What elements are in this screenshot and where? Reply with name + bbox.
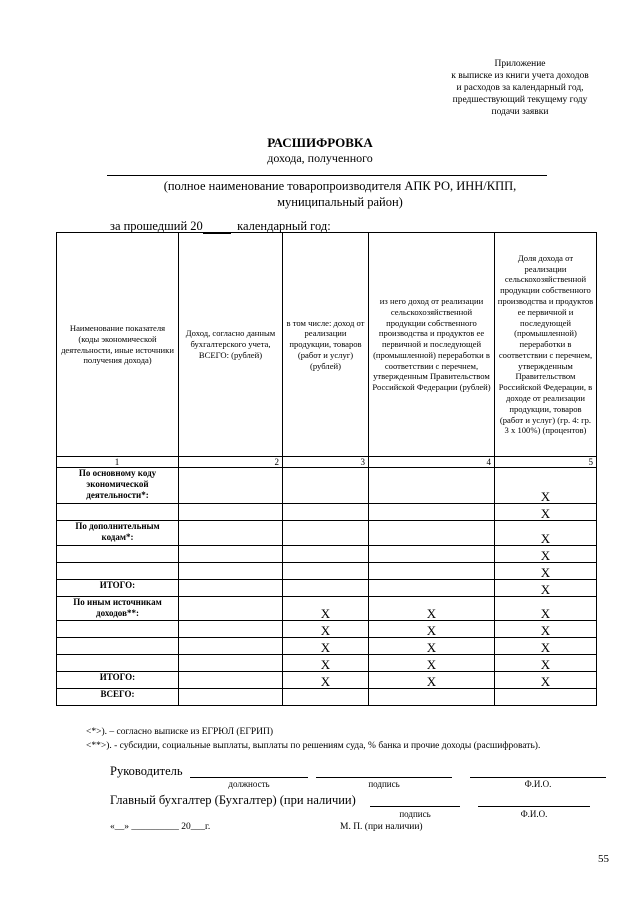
input-cell[interactable] (369, 563, 495, 580)
input-cell[interactable] (283, 521, 369, 546)
input-cell[interactable] (179, 638, 283, 655)
period-after: календарный год: (237, 219, 331, 233)
input-cell[interactable] (57, 638, 179, 655)
input-cell[interactable] (57, 563, 179, 580)
row-label-grand-total: ВСЕГО: (57, 689, 179, 706)
x-mark: X (369, 655, 495, 672)
footnote-2: <**>). - субсидии, социальные выплаты, выплаты по решениям суда, % банка и прочие доходы (расшифровать). (86, 741, 541, 751)
fio-caption: Ф.И.О. (520, 809, 548, 819)
accountant-label: Главный бухгалтер (Бухгалтер) (при наличии) (110, 793, 356, 807)
table-row (57, 504, 597, 521)
table-row (57, 597, 597, 621)
table-row (57, 621, 597, 638)
input-cell[interactable] (369, 504, 495, 521)
x-mark: X (495, 504, 597, 521)
header-cell: в том числе: доход от реализации продукции, товаров (работ и услуг) (рублей) (283, 233, 369, 457)
column-number: 4 (369, 457, 495, 468)
x-mark: X (369, 638, 495, 655)
input-cell[interactable] (179, 468, 283, 504)
row-label-additional: По дополнительным кодам*: (57, 521, 179, 546)
x-mark: X (495, 621, 597, 638)
input-cell[interactable] (57, 621, 179, 638)
appendix-line: к выписке из книги учета доходов (451, 71, 589, 81)
input-cell[interactable] (179, 504, 283, 521)
x-mark: X (283, 597, 369, 621)
row-label-other: По иным источникам доходов**: (57, 597, 179, 621)
table-row (57, 521, 597, 546)
page-number: 55 (598, 853, 609, 865)
x-mark: X (283, 655, 369, 672)
x-mark: X (495, 638, 597, 655)
table-row (57, 689, 597, 706)
x-mark: X (495, 468, 597, 504)
input-cell[interactable] (57, 546, 179, 563)
signature-caption: подпись (399, 809, 431, 819)
document-subtitle: дохода, полученного (267, 151, 373, 165)
input-cell[interactable] (57, 655, 179, 672)
input-cell[interactable] (283, 546, 369, 563)
input-cell[interactable] (179, 563, 283, 580)
name-caption (150, 178, 530, 210)
income-table (56, 232, 597, 706)
x-mark: X (495, 521, 597, 546)
head-label: Руководитель (110, 764, 183, 778)
input-cell[interactable] (283, 504, 369, 521)
appendix-line: предшествующий текущему году (452, 95, 588, 105)
table-row (57, 563, 597, 580)
head-position-line[interactable] (190, 777, 308, 778)
column-number: 5 (495, 457, 597, 468)
x-mark: X (495, 672, 597, 689)
input-cell[interactable] (283, 689, 369, 706)
x-mark: X (495, 580, 597, 597)
input-cell[interactable] (179, 580, 283, 597)
x-mark: X (283, 638, 369, 655)
x-mark: X (283, 672, 369, 689)
header-cell: из него доход от реализации сельскохозяйственной продукции собственного производства и продуктов ее первичной и последующей (промышленной) переработки в соответствии с перечнем, утвержденным Правительством Российской Федерации (рублей) (369, 233, 495, 457)
appendix-line: и расходов за календарный год, (456, 83, 584, 93)
fio-caption: Ф.И.О. (524, 779, 552, 789)
x-mark: X (495, 597, 597, 621)
x-mark: X (495, 563, 597, 580)
input-cell[interactable] (369, 546, 495, 563)
input-cell[interactable] (283, 580, 369, 597)
x-mark: X (369, 672, 495, 689)
input-cell[interactable] (179, 521, 283, 546)
signature-caption: подпись (368, 779, 400, 789)
document-title: РАСШИФРОВКА (267, 135, 373, 150)
input-cell[interactable] (179, 597, 283, 621)
x-mark: X (369, 597, 495, 621)
x-mark: X (369, 621, 495, 638)
date-field: «__» __________ 20___г. (110, 822, 211, 832)
name-fill-line (107, 175, 547, 176)
appendix-note (420, 58, 620, 118)
header-cell: Доход, согласно данным бухгалтерского учета, ВСЕГО: (рублей) (179, 233, 283, 457)
head-fio-line[interactable] (470, 777, 606, 778)
footnote-1: <*>). – согласно выписке из ЕГРЮЛ (ЕГРИП) (86, 727, 274, 737)
input-cell[interactable] (369, 580, 495, 597)
input-cell[interactable] (57, 504, 179, 521)
name-caption-line-1: (полное наименование товаропроизводителя АПК РО, ИНН/КПП, (163, 179, 517, 193)
input-cell[interactable] (179, 689, 283, 706)
head-signature-line[interactable] (316, 777, 452, 778)
period-before: за прошедший 20 (110, 219, 203, 233)
input-cell[interactable] (179, 672, 283, 689)
table-row (57, 638, 597, 655)
column-number: 3 (283, 457, 369, 468)
row-label-total: ИТОГО: (57, 672, 179, 689)
input-cell[interactable] (283, 468, 369, 504)
table-row (57, 655, 597, 672)
input-cell[interactable] (179, 546, 283, 563)
input-cell[interactable] (369, 521, 495, 546)
input-cell[interactable] (369, 689, 495, 706)
input-cell[interactable] (179, 621, 283, 638)
x-mark: X (495, 546, 597, 563)
column-number-row (57, 457, 597, 468)
header-cell: Доля дохода от реализации сельскохозяйственной продукции собственного производства и продуктов ее первичной и последующей (промышленной) переработки в соответствии с перечнем, утвержденным Правительством Российской Федерации, в доходе от реализации продукции, товаров (работ и услуг) (гр. 4: гр. 3 х 100%) (процентов) (495, 233, 597, 457)
x-mark: X (495, 655, 597, 672)
stamp-note: М. П. (при наличии) (340, 822, 423, 832)
table-row (57, 468, 597, 504)
x-mark: X (283, 621, 369, 638)
name-caption-line-2: муниципальный район) (277, 195, 403, 209)
accountant-fio-line[interactable] (478, 806, 590, 807)
row-label-main: По основному коду экономической деятельности*: (57, 468, 179, 504)
position-caption: должность (228, 779, 270, 789)
row-label-total: ИТОГО: (57, 580, 179, 597)
table-row (57, 546, 597, 563)
input-cell[interactable] (283, 563, 369, 580)
table-row (57, 580, 597, 597)
column-number: 2 (179, 457, 283, 468)
table-row (57, 672, 597, 689)
input-cell[interactable] (179, 655, 283, 672)
header-row (57, 233, 597, 457)
appendix-line: подачи заявки (491, 107, 549, 117)
appendix-line: Приложение (494, 59, 546, 69)
column-number: 1 (57, 457, 179, 468)
accountant-signature-line[interactable] (370, 806, 460, 807)
input-cell[interactable] (495, 689, 597, 706)
header-cell: Наименование показателя (коды экономической деятельности, иные источники получения дохода) (57, 233, 179, 457)
input-cell[interactable] (369, 468, 495, 504)
